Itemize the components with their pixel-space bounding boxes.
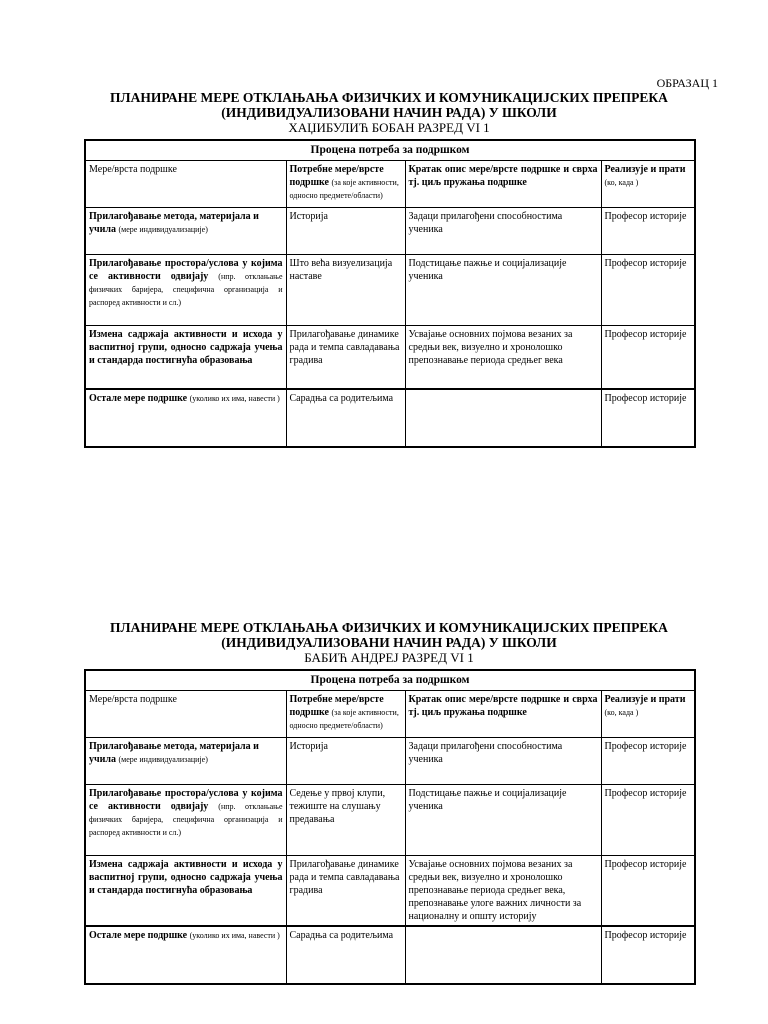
need-cell: Прилагођавање динамике рада и темпа савладавања градива bbox=[286, 856, 405, 927]
column-header-label: Мере/врста подршке bbox=[89, 164, 177, 175]
measure-cell: Измена садржаја активности и исхода у васпитној групи, односно садржаја учења и стандарда постигнућа образовања bbox=[85, 326, 286, 390]
document-title-line-1: ПЛАНИРАНЕ МЕРЕ ОТКЛАЊАЊА ФИЗИЧКИХ И КОМУНИКАЦИЈСКИХ ПРЕПРЕКА bbox=[110, 90, 668, 105]
table-row bbox=[85, 856, 695, 927]
responsible-cell: Професор историје bbox=[601, 389, 695, 447]
column-header-note: (ко, када ) bbox=[604, 708, 639, 717]
column-header-needs bbox=[286, 161, 405, 208]
measure-cell bbox=[85, 785, 286, 856]
responsible-cell: Професор историје bbox=[601, 208, 695, 255]
measure-note: (нпр. отклањање физичких баријера, специфична организација и распоред активности и сл.) bbox=[89, 272, 283, 307]
document-title-line-1: ПЛАНИРАНЕ МЕРЕ ОТКЛАЊАЊА ФИЗИЧКИХ И КОМУНИКАЦИЈСКИХ ПРЕПРЕКА bbox=[110, 620, 668, 635]
measure-cell bbox=[85, 255, 286, 326]
need-cell: Историја bbox=[286, 208, 405, 255]
measure-cell bbox=[85, 389, 286, 447]
plan-section-1 bbox=[84, 90, 694, 448]
responsible-cell: Професор историје bbox=[601, 926, 695, 984]
need-cell: Сарадња са родитељима bbox=[286, 389, 405, 447]
table-row bbox=[85, 255, 695, 326]
student-name: ХАЏИБУЛИЋ БОБАН РАЗРЕД VI 1 bbox=[288, 120, 490, 135]
support-table bbox=[84, 139, 696, 448]
column-header-note: (ко, када ) bbox=[604, 178, 639, 187]
measure-cell: Измена садржаја активности и исхода у васпитној групи, односно садржаја учења и стандарда постигнућа образовања bbox=[85, 856, 286, 927]
responsible-cell: Професор историје bbox=[601, 326, 695, 390]
table-row bbox=[85, 785, 695, 856]
responsible-cell: Професор историје bbox=[601, 856, 695, 927]
column-header-label: Мере/врста подршке bbox=[89, 694, 177, 705]
table-header: Процена потреба за подршком bbox=[85, 670, 695, 691]
column-header-measures bbox=[85, 161, 286, 208]
responsible-cell: Професор историје bbox=[601, 785, 695, 856]
measure-note: (мере индивидуализације) bbox=[118, 225, 208, 234]
column-header-note: (за које активности, односно предмете/области) bbox=[289, 708, 399, 730]
need-cell: Прилагођавање динамике рада и темпа савладавања градива bbox=[286, 326, 405, 390]
column-header-responsible bbox=[601, 691, 695, 738]
description-cell: Задаци прилагођени способностима ученика bbox=[405, 738, 601, 785]
document-title-line-2: (ИНДИВИДУАЛИЗОВАНИ НАЧИН РАДА) У ШКОЛИ bbox=[221, 105, 557, 120]
table-row bbox=[85, 208, 695, 255]
measure-note: (уколико их има, навести ) bbox=[189, 394, 280, 403]
measure-label: Прилагођавање метода, материјала и учила bbox=[89, 211, 259, 235]
table-row bbox=[85, 389, 695, 447]
table-row bbox=[85, 738, 695, 785]
description-cell bbox=[405, 926, 601, 984]
column-header-label: Потребне мере/врсте подршке bbox=[289, 164, 384, 188]
description-cell: Усвајање основних појмова везаних за средњи век, визуелно и хронолошко препознавање периода средњег века, препознавање улоге важних личности за националну и општу историју bbox=[405, 856, 601, 927]
table-row bbox=[85, 326, 695, 390]
column-header-label: Реализује и прати bbox=[604, 164, 686, 175]
column-header-description: Кратак опис мере/врсте подршке и сврха тј. циљ пружања подршке bbox=[405, 161, 601, 208]
measure-label: Прилагођавање простора/услова у којима се активности одвијају bbox=[89, 788, 283, 812]
student-name: БАБИЋ АНДРЕЈ РАЗРЕД VI 1 bbox=[304, 650, 474, 665]
support-table bbox=[84, 669, 696, 985]
description-cell bbox=[405, 389, 601, 447]
column-header-measures bbox=[85, 691, 286, 738]
column-header-description: Кратак опис мере/врсте подршке и сврха тј. циљ пружања подршке bbox=[405, 691, 601, 738]
need-cell: Историја bbox=[286, 738, 405, 785]
measure-label: Остале мере подршке bbox=[89, 930, 188, 941]
column-header-needs bbox=[286, 691, 405, 738]
column-header-label: Потребне мере/врсте подршке bbox=[289, 694, 384, 718]
column-header-row bbox=[85, 161, 695, 208]
column-header-note: (за које активности, односно предмете/области) bbox=[289, 178, 399, 200]
plan-section-2 bbox=[84, 620, 694, 985]
measure-cell bbox=[85, 926, 286, 984]
measure-cell bbox=[85, 208, 286, 255]
measure-label: Остале мере подршке bbox=[89, 393, 188, 404]
form-code: ОБРАЗАЦ 1 bbox=[656, 76, 718, 90]
need-cell: Седење у првој клупи, тежиште на слушању предавања bbox=[286, 785, 405, 856]
measure-note: (нпр. отклањање физичких баријера, специфична организација и распоред активности и сл.) bbox=[89, 802, 283, 837]
column-header-responsible bbox=[601, 161, 695, 208]
measure-label: Прилагођавање простора/услова у којима се активности одвијају bbox=[89, 258, 283, 282]
measure-label: Прилагођавање метода, материјала и учила bbox=[89, 741, 259, 765]
description-cell: Подстицање пажње и социјализације ученика bbox=[405, 255, 601, 326]
document-title-line-2: (ИНДИВИДУАЛИЗОВАНИ НАЧИН РАДА) У ШКОЛИ bbox=[221, 635, 557, 650]
responsible-cell: Професор историје bbox=[601, 738, 695, 785]
table-row bbox=[85, 926, 695, 984]
description-cell: Усвајање основних појмова везаних за средњи век, визуелно и хронолошко препознавање периода средњег века bbox=[405, 326, 601, 390]
responsible-cell: Професор историје bbox=[601, 255, 695, 326]
column-header-row bbox=[85, 691, 695, 738]
need-cell: Сарадња са родитељима bbox=[286, 926, 405, 984]
description-cell: Задаци прилагођени способностима ученика bbox=[405, 208, 601, 255]
measure-cell bbox=[85, 738, 286, 785]
column-header-label: Реализује и прати bbox=[604, 694, 686, 705]
measure-note: (мере индивидуализације) bbox=[118, 755, 208, 764]
measure-note: (уколико их има, навести ) bbox=[189, 931, 280, 940]
table-header: Процена потреба за подршком bbox=[85, 140, 695, 161]
need-cell: Што већа визуелизација наставе bbox=[286, 255, 405, 326]
description-cell: Подстицање пажње и социјализације ученика bbox=[405, 785, 601, 856]
